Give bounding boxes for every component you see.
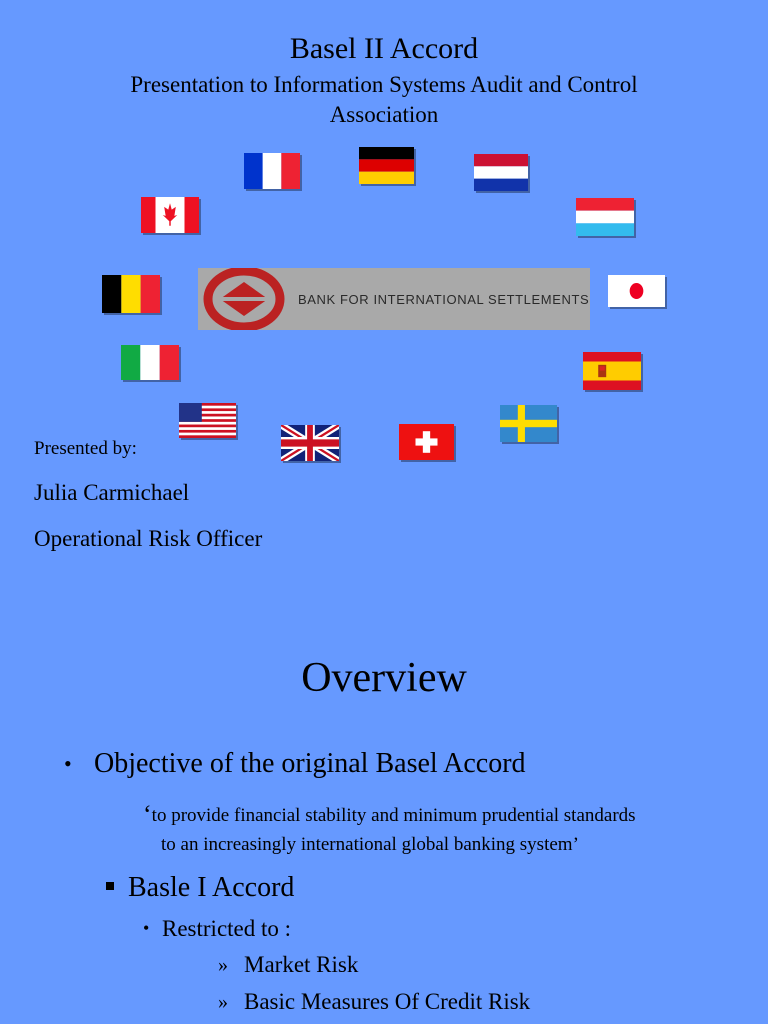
sweden-flag [500, 405, 557, 442]
presented-by-label: Presented by: [34, 438, 137, 459]
italy-flag [121, 345, 179, 380]
list-item-credit-risk: Basic Measures Of Credit Risk [244, 989, 531, 1014]
bis-emblem-icon [198, 268, 290, 330]
japan-flag [608, 275, 665, 307]
netherlands-flag [474, 154, 528, 191]
sub-sub-bullet-restricted: Restricted to : [162, 916, 292, 941]
item-marker-icon: » [218, 954, 228, 976]
item-marker-icon: » [218, 991, 228, 1013]
france-flag [244, 153, 300, 189]
usa-flag [179, 403, 236, 438]
germany-flag [359, 147, 414, 184]
quote-line-1-text: to provide financial stability and minimum prudential standards [151, 805, 636, 826]
bullet-objective: Objective of the original Basel Accord [94, 748, 526, 779]
list-item-market-risk: Market Risk [244, 952, 359, 977]
luxembourg-flag [576, 198, 634, 236]
switzerland-flag [399, 424, 454, 460]
presenter-role: Operational Risk Officer [34, 526, 263, 551]
belgium-flag [102, 275, 160, 313]
overview-title: Overview [301, 655, 467, 701]
bis-logo-text: BANK FOR INTERNATIONAL SETTLEMENTS [298, 291, 590, 307]
uk-flag [281, 425, 339, 461]
quote-line-1 [143, 800, 636, 830]
sub-bullet-icon: • [143, 918, 150, 938]
sub-bullet-basle-i: Basle I Accord [128, 872, 295, 903]
slide-title: Basel II Accord [289, 32, 479, 65]
slide-subtitle: Presentation to Information Systems Audit and Control Association [130, 72, 638, 127]
open-quote-mark: ‘ [143, 800, 152, 829]
presenter-name: Julia Carmichael [34, 480, 190, 505]
bis-logo [198, 268, 590, 330]
canada-flag [141, 197, 199, 233]
quote-line-2: to an increasingly international global banking system’ [161, 834, 579, 855]
bullet-icon: • [64, 751, 72, 776]
square-bullet-icon [106, 882, 114, 890]
spain-flag [583, 352, 641, 390]
overview-slide [0, 620, 768, 1024]
